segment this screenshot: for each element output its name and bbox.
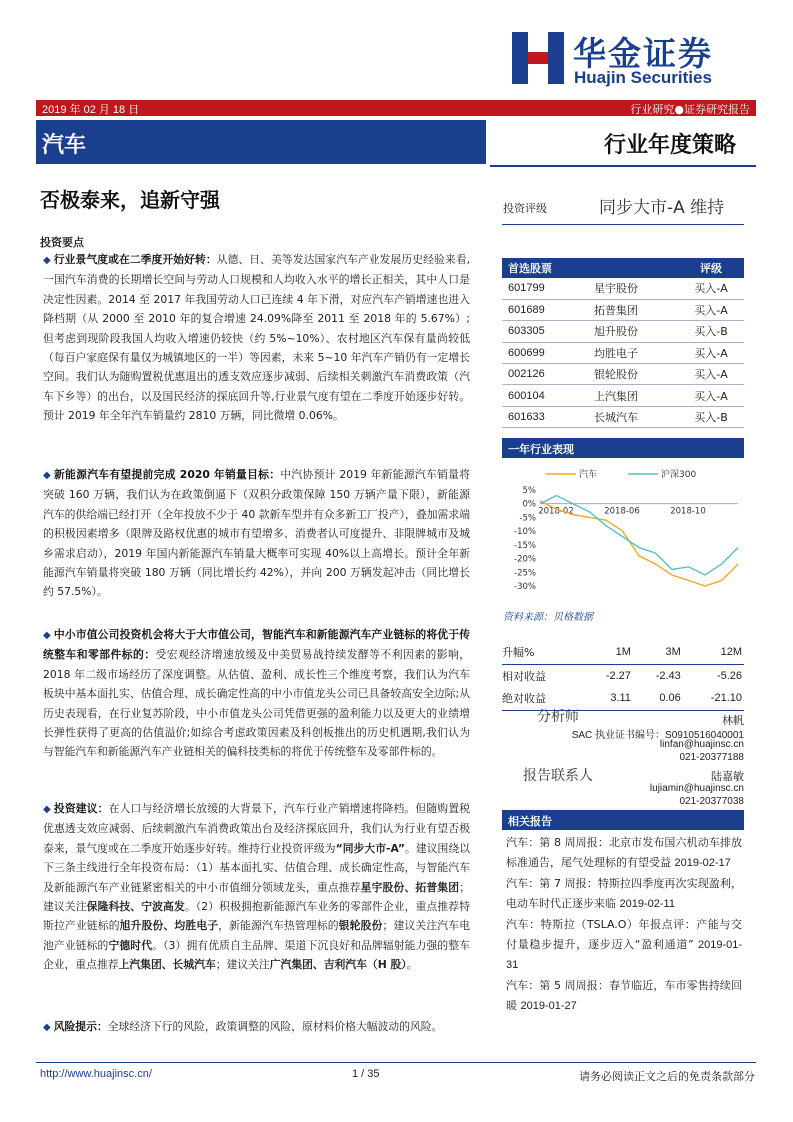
related-report-date: 2019-02-17	[674, 857, 731, 870]
keypoint-paragraph	[43, 1017, 470, 1037]
keypoint-emphasis: 广汽集团、吉利汽车（H 股）	[269, 958, 407, 972]
keypoints-heading: 投资要点	[40, 236, 84, 249]
keypoint-body: 受宏观经济增速放缓及中美贸易战持续发酵等不利因素的影响，2018 年二级市场经历了深度调整。从估值、盈利、成长性三个维度考察，我们认为汽车板块中基本面扎实、估值合理、成长确定性高的中小市值龙头公司已具备较高安全边际;从历史表现看，在行业复苏阶段，中小市值龙头公司凭借更强的盈利能力以及更大的业绩增长弹性获得了更高的估值溢价;如综合考虑政策因素及科创板推出的历史机遇期,我们认为与智能汽车和新能源汽车产业链相关的偏科技类标的将优于传统整车及零部件标的。	[43, 648, 471, 759]
page-number: 1 / 35	[352, 1068, 380, 1080]
contact-email[interactable]: lujiamin@huajinsc.cn	[649, 783, 744, 794]
stock-rating: 买入-B	[672, 406, 744, 427]
stock-rating: 买入-A	[672, 278, 744, 299]
diamond-bullet-icon: ◆	[43, 255, 51, 266]
y-tick-label: -20%	[514, 554, 536, 565]
table-row	[502, 664, 744, 687]
cell-value: -21.10	[683, 687, 744, 710]
keypoint-emphasis: 旭升股份、均胜电子	[119, 919, 219, 933]
cell-value: 3.11	[583, 687, 633, 710]
footer-disclaimer: 请务必阅读正文之后的免责条款部分	[579, 1070, 755, 1083]
y-tick-label: 5%	[522, 486, 536, 496]
keypoint-body: 全球经济下行的风险，政策调整的风险，原材料价格大幅波动的风险。	[107, 1020, 443, 1033]
cell-value: -2.43	[655, 669, 681, 682]
keypoint-text: 。	[406, 958, 418, 972]
rating-value: 同步大市-A 维持	[599, 198, 725, 218]
keypoint-paragraph	[43, 465, 470, 602]
brand-mark-icon	[512, 32, 564, 84]
table-row	[502, 385, 744, 406]
related-report-item[interactable]	[506, 833, 742, 874]
related-report-title[interactable]: 汽车：特斯拉（TSLA.O）年报点评：产能与交付量稳步提升，逐步迈入“盈利通道”	[506, 917, 742, 952]
related-report-item[interactable]	[506, 874, 742, 915]
row-label: 相对收益	[502, 669, 546, 683]
stock-name: 均胜电子	[588, 342, 672, 363]
related-report-title[interactable]: 汽车：第 8 周周报：北京市发布国六机动车排放标准通告，尾气处理标的有望受益	[506, 836, 742, 870]
keypoint-paragraph	[43, 625, 470, 762]
stock-code: 601633	[502, 406, 588, 427]
x-tick-label: 2018-10	[670, 506, 706, 517]
footer-divider	[36, 1062, 756, 1063]
chart-source: 资料来源：贝格数据	[503, 612, 593, 623]
analyst-phone: 021-20377188	[679, 752, 744, 763]
related-report-date: 2019-02-11	[619, 898, 675, 911]
industry-banner	[36, 120, 486, 164]
section-header: 一年行业表现	[502, 438, 744, 458]
keypoint-emphasis: 星宇股份、拓普集团	[360, 880, 460, 894]
keypoint-lead: 新能源汽车有望提前完成 2020 年销量目标：	[53, 468, 281, 481]
stock-code: 601689	[502, 299, 588, 320]
legend-label: 沪深300	[661, 470, 697, 480]
report-category: 行业研究●证券研究报告	[630, 103, 750, 116]
stock-code: 600699	[502, 342, 588, 363]
table-row	[502, 364, 744, 385]
report-type: 行业年度策略	[604, 133, 737, 158]
y-tick-label: 0%	[522, 499, 536, 510]
table-header-row	[502, 641, 744, 664]
stock-name: 银轮股份	[588, 364, 672, 385]
date-bar	[36, 100, 756, 116]
column-header: 1M	[583, 641, 633, 664]
column-header: 升幅%	[502, 641, 583, 664]
table-row	[502, 342, 744, 363]
keypoint-emphasis: 宁德时代	[108, 938, 153, 952]
brand-name-en: Huajin Securities	[574, 68, 712, 87]
stock-name: 长城汽车	[588, 406, 672, 427]
stock-name: 上汽集团	[588, 385, 672, 406]
brand-logo	[512, 28, 752, 90]
column-header: 3M	[633, 641, 683, 664]
cell-value: 0.06	[633, 687, 683, 710]
x-tick-label: 2018-02	[538, 506, 574, 517]
keypoint-text: 在人口与经济增长放缓的大背景下，汽车行业产销增速将降档。但随购置税优惠透支效应减弱、后续刺激汽车消费政策出台及经济探底回升，我们认为行业有望否极泰来，景气度或在二季度开始逐步好转。维持行业投资评级为	[43, 802, 471, 855]
related-report-title[interactable]: 汽车：第 7 周报：特斯拉四季度再次实现盈利，电动车时代正逐步来临	[506, 876, 742, 911]
contact-name: 陆嘉敏	[711, 770, 744, 783]
stock-rating: 买入-A	[672, 364, 744, 385]
keypoint-paragraph	[43, 799, 470, 975]
stock-name: 星宇股份	[588, 278, 672, 299]
related-report-item[interactable]	[506, 915, 742, 976]
keypoint-emphasis: 银轮股份	[338, 919, 383, 933]
y-tick-label: -15%	[514, 540, 536, 551]
divider	[490, 165, 756, 167]
rating-label: 投资评级	[503, 202, 547, 215]
page-title: 否极泰来，追新守强	[40, 188, 220, 212]
stock-rating: 买入-A	[672, 385, 744, 406]
stock-rating: 买入-B	[672, 321, 744, 342]
keypoint-text: 。建议围绕以下三条主线进行全年投资布局：（1）基本面扎实、估值合理、成长确定性高，与智能汽车及新能源汽车产业链紧密相关的中小市值细分领域龙头，重点推荐	[43, 841, 470, 894]
section-header: 相关报告	[502, 810, 744, 830]
related-report-title[interactable]: 汽车：第 5 周周报：春节临近，车市零售持续回暖	[506, 978, 742, 1013]
divider	[502, 224, 744, 225]
analyst-sac: SAC 执业证书编号：S0910516040001	[571, 730, 744, 741]
table-row	[502, 278, 744, 299]
industry-performance-chart	[502, 462, 744, 590]
y-tick-label: -10%	[514, 527, 536, 538]
keypoint-lead: 中小市值公司投资机会将大于大市值公司，智能汽车和新能源汽车产业链标的将优于传统整车和零部件标的：	[43, 628, 470, 662]
column-header: 12M	[683, 641, 744, 664]
x-tick-label: 2018-06	[604, 506, 640, 517]
analyst-name: 林帆	[722, 714, 744, 727]
y-tick-label: -5%	[519, 513, 536, 524]
y-tick-label: -25%	[514, 568, 536, 579]
related-reports	[506, 833, 742, 1017]
stock-name: 拓普集团	[588, 299, 672, 320]
contact-role: 报告联系人	[523, 768, 593, 784]
diamond-bullet-icon: ◆	[43, 1022, 51, 1033]
performance-table	[502, 641, 744, 711]
table-row	[502, 299, 744, 320]
keypoint-text: 。（3）拥有优质自主品牌、渠道下沉良好和品牌辐射能力强的整车企业，重点推荐	[43, 938, 471, 972]
row-label: 绝对收益	[502, 687, 583, 710]
keypoint-body: 从德、日、美等发达国家汽车产业发展历史经验来看,一国汽车消费的长期增长空间与劳动人口规模和人均收入水平的增长正相关，其中人口是决定性因素。2014 至 2017 年我国劳动人口已连续 4 年下滑，对应汽车产销增速也进入降档期（从 2000 至 2010 年的复合增速 24.09%降至 2011 至 2018 年的 5.67%）;但考虑到现阶段我国人均收入增速仍较快（约 5%~10%）、农村地区汽车保有量尚较低（每百户家庭保有量仅为城镇地区的一半）等因素，未来 5~10 年汽车产销仍有一定增长空间。我们认为随购置税优惠退出的透支效应逐步减弱、后续相关刺激汽车消费政策（汽车下乡等）的出台，以及国民经济的探底回升等,行业景气度有望在二季度开始逐步好转。预计 2019 年全年汽车销量约 2810 万辆，同比微增 0.06%。	[43, 253, 470, 423]
stock-code: 601799	[502, 278, 588, 299]
keypoint-text: ；建议关注	[43, 880, 471, 914]
keypoint-body: 中汽协预计 2019 年新能源汽车销量将突破 160 万辆，我们认为在政策倒逼下（双积分政策保障 150 万辆产量下限），新能源汽车的供给端已经打开（全年投放不少于 40 款新车型并有众多新工厂投产），叠加需求端的积极因素增多（限牌及路权优惠的城市有望增多、消费者认可度提升、非限牌城市及城乡需求启动），2019 年国内新能源汽车销量大概率可实现 40%以上高增长。预计全年新能源汽车销量将突破 180 万辆（同比增长约 42%），并向 200 万辆发起冲击（同比增长约 57.5%）。	[43, 468, 470, 599]
stock-code: 600104	[502, 385, 588, 406]
keypoint-lead: 风险提示：	[53, 1020, 108, 1033]
legend-label: 汽车	[579, 470, 598, 480]
stock-code: 002126	[502, 364, 588, 385]
y-tick-label: -30%	[514, 582, 536, 590]
keypoint-body	[43, 802, 470, 971]
cell-value: -5.26	[716, 669, 742, 682]
brand-name-cn: 华金证券	[573, 34, 713, 73]
keypoint-text: ；建议关注汽车电池产业链标的	[43, 919, 471, 952]
preferred-stocks-table	[502, 258, 744, 428]
related-report-date: 2019-01-31	[506, 939, 743, 972]
keypoint-text: 。（2）积极拥抱新能源汽车业务的零部件企业，重点推荐特斯拉产业链标的	[43, 900, 471, 933]
keypoint-text: ，新能源汽车热管理标的	[218, 919, 339, 933]
table-header-row	[502, 258, 744, 278]
keypoint-text: ；建议关注	[215, 958, 270, 972]
stock-name: 旭升股份	[588, 321, 672, 342]
related-report-item[interactable]	[506, 976, 742, 1017]
diamond-bullet-icon: ◆	[43, 630, 51, 641]
stock-code: 603305	[502, 321, 588, 342]
stock-rating: 买入-A	[672, 299, 744, 320]
diamond-bullet-icon: ◆	[43, 470, 51, 481]
related-report-date: 2019-01-27	[520, 1000, 577, 1013]
table-row	[502, 406, 744, 427]
column-header: 评级	[672, 258, 744, 278]
keypoint-paragraph	[43, 250, 470, 426]
diamond-bullet-icon: ◆	[43, 804, 51, 815]
stock-rating: 买入-A	[672, 342, 744, 363]
keypoint-emphasis: 上汽集团、长城汽车	[118, 958, 216, 972]
analyst-email[interactable]: linfan@huajinsc.cn	[659, 739, 744, 750]
industry-name: 汽车	[42, 133, 87, 158]
keypoint-emphasis: “同步大市-A”	[335, 841, 405, 855]
footer-url[interactable]: http://www.huajinsc.cn/	[40, 1068, 152, 1080]
column-header: 首选股票	[502, 258, 672, 278]
keypoint-lead: 行业景气度或在二季度开始好转：	[53, 253, 217, 266]
report-date: 2019 年 02 月 18 日	[42, 104, 140, 116]
table-row	[502, 321, 744, 342]
analyst-role: 分析师	[537, 709, 579, 725]
keypoint-lead: 投资建议：	[53, 802, 109, 815]
cell-value: -2.27	[605, 669, 631, 682]
contact-phone: 021-20377038	[679, 796, 744, 807]
keypoint-emphasis: 保隆科技、宁波高发	[86, 900, 185, 914]
